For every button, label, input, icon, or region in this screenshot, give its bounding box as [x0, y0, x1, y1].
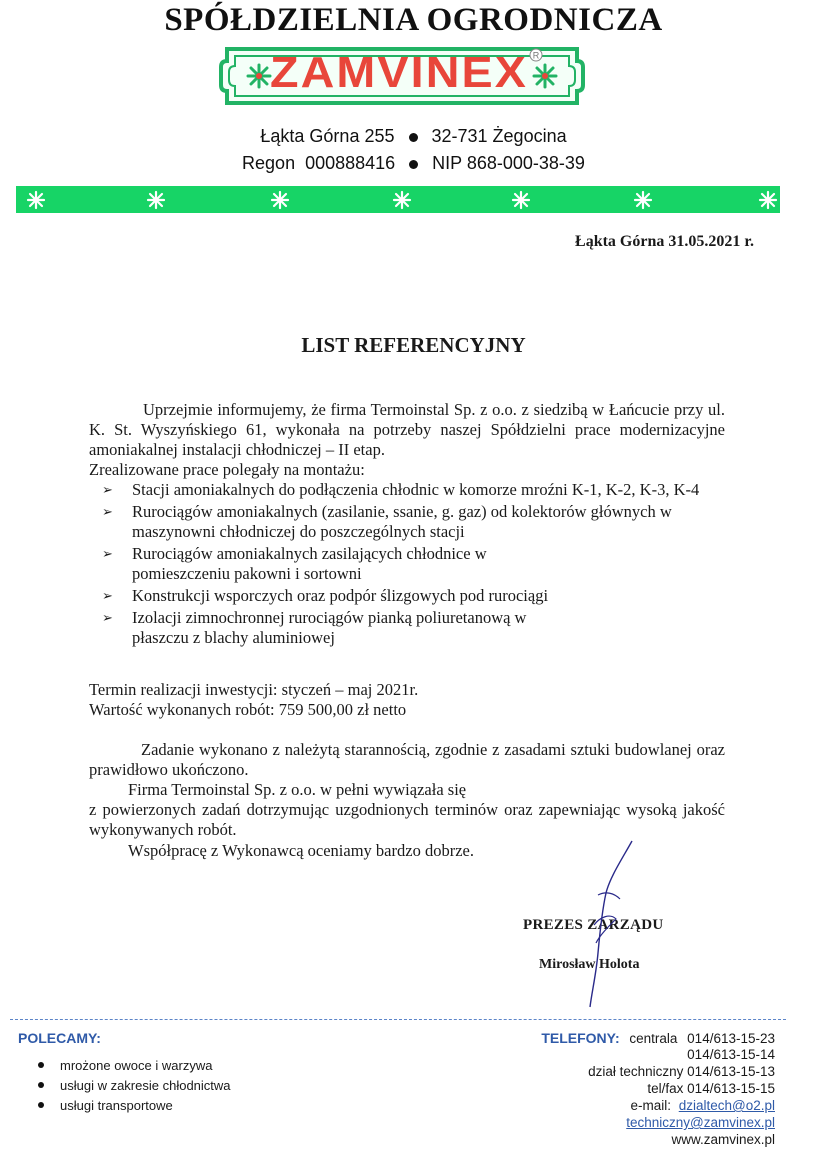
list-item: [102, 608, 552, 648]
list-item-text: Izolacji zimnochronnej rurociągów pianką poliuretanową w płaszczu z blachy aluminiowej: [132, 608, 527, 647]
list-item-text: usługi transportowe: [60, 1098, 173, 1113]
list-item-text: usługi w zakresie chłodnictwa: [60, 1078, 231, 1093]
website-link[interactable]: www.zamvinex.pl: [671, 1132, 775, 1147]
phone-line: [588, 1064, 775, 1079]
green-snowflake-band: [16, 186, 780, 213]
regon-number: Regon 000888416: [242, 153, 396, 173]
arrow-bullet-icon: ➢: [102, 589, 113, 604]
quality-paragraph: Zadanie wykonano z należytą starannością, zgodnie z zasadami sztuki budowlanej oraz prawidłowo ukończono.: [89, 740, 725, 779]
bullet-dot-icon: [38, 1062, 44, 1068]
bullet-dot-icon: [38, 1102, 44, 1108]
email-label: e-mail:: [630, 1098, 671, 1113]
registry-line: [0, 153, 827, 174]
list-item-text: Rurociągów amoniakalnych (zasilanie, ssanie, g. gaz) od kolektorów głównych w maszynowni chłodniczej do poszczególnych stacji: [132, 502, 672, 541]
place-and-date: Łąkta Górna 31.05.2021 r.: [575, 233, 754, 250]
nip-number: NIP 868-000-38-39: [432, 153, 585, 173]
phone-number: 014/613-15-15: [687, 1081, 775, 1096]
reliability-paragraph-rest: z powierzonych zadań dotrzymując uzgodnionych terminów oraz zapewniając wysoką jakość wykonywanych robót.: [89, 800, 725, 839]
works-value: Wartość wykonanych robót: 759 500,00 zł netto: [89, 700, 407, 719]
phone-label: centrala: [629, 1031, 678, 1046]
phone-line-main: [541, 1030, 775, 1046]
works-list: [102, 480, 726, 648]
phones-label: TELEFONY:: [541, 1030, 620, 1046]
list-item: [102, 480, 726, 500]
bullet-dot-icon: [409, 160, 418, 169]
logo-wordmark: ZAMVINEX: [270, 48, 528, 97]
document-title: LIST REFERENCYJNY: [301, 333, 526, 357]
list-item: [102, 586, 726, 606]
email-link[interactable]: dzialtech@o2.pl: [678, 1098, 775, 1113]
arrow-bullet-icon: ➢: [102, 611, 113, 626]
list-item-text: Konstrukcji wsporczych oraz podpór ślizgowych pod rurociągi: [132, 586, 549, 605]
list-item: [60, 1098, 231, 1118]
works-intro: Zrealizowane prace polegały na montażu:: [89, 460, 365, 479]
arrow-bullet-icon: ➢: [102, 547, 113, 562]
phone-label: dział techniczny: [588, 1064, 684, 1079]
completion-term: Termin realizacji inwestycji: styczeń – maj 2021r.: [89, 680, 419, 699]
signatory-name: Mirosław Holota: [539, 957, 640, 972]
intro-paragraph: Uprzejmie informujemy, że firma Termoinstal Sp. z o.o. z siedzibą w Łańcucie przy ul. K. St. Wyszyńskiego 61, wykonała na potrzeby naszej Spółdzielni prace modernizacyjne amoniakalnej instalacji chłodniczej – II etap.: [89, 400, 725, 459]
bullet-dot-icon: [38, 1082, 44, 1088]
arrow-bullet-icon: ➢: [102, 505, 113, 520]
address-line: [0, 126, 827, 147]
list-item-text: Stacji amoniakalnych do podłączenia chłodnic w komorze mroźni K-1, K-2, K-3, K-4: [132, 480, 700, 499]
cooperation-assessment: Współpracę z Wykonawcą oceniamy bardzo dobrze.: [128, 841, 474, 860]
email-line: [626, 1115, 775, 1130]
recommend-title: POLECAMY:: [18, 1030, 101, 1046]
phone-label: tel/fax: [647, 1081, 684, 1096]
email-link[interactable]: techniczny@zamvinex.pl: [626, 1115, 775, 1130]
phone-number: 014/613-15-13: [687, 1064, 775, 1079]
phone-number: 014/613-15-14: [687, 1047, 775, 1062]
list-item-text: Rurociągów amoniakalnych zasilających chłodnice w pomieszczeniu pakowni i sortowni: [132, 544, 487, 583]
arrow-bullet-icon: ➢: [102, 483, 113, 498]
bullet-dot-icon: [409, 133, 418, 142]
address-postal: 32-731 Żegocina: [431, 126, 567, 146]
list-item-text: mrożone owoce i warzywa: [60, 1058, 213, 1073]
reliability-paragraph-start: Firma Termoinstal Sp. z o.o. w pełni wywiązała się: [128, 780, 467, 799]
email-line: [630, 1098, 775, 1113]
list-item: [102, 502, 726, 542]
phone-number: 014/613-15-23: [687, 1031, 775, 1046]
phone-line: [687, 1047, 775, 1062]
phone-line: [647, 1081, 775, 1096]
registered-mark-letter: R: [532, 50, 540, 61]
address-street: Łąkta Górna 255: [260, 126, 395, 146]
list-item: [60, 1078, 231, 1098]
handwritten-signature: [570, 835, 650, 1015]
recommend-list: [60, 1058, 231, 1118]
website-line: [671, 1132, 775, 1147]
list-item: [60, 1058, 231, 1078]
company-header-title: SPÓŁDZIELNIA OGRODNICZA: [164, 2, 663, 38]
list-item: [102, 544, 492, 584]
footer-divider: [10, 1019, 786, 1020]
signatory-title: PREZES ZARZĄDU: [523, 917, 664, 933]
